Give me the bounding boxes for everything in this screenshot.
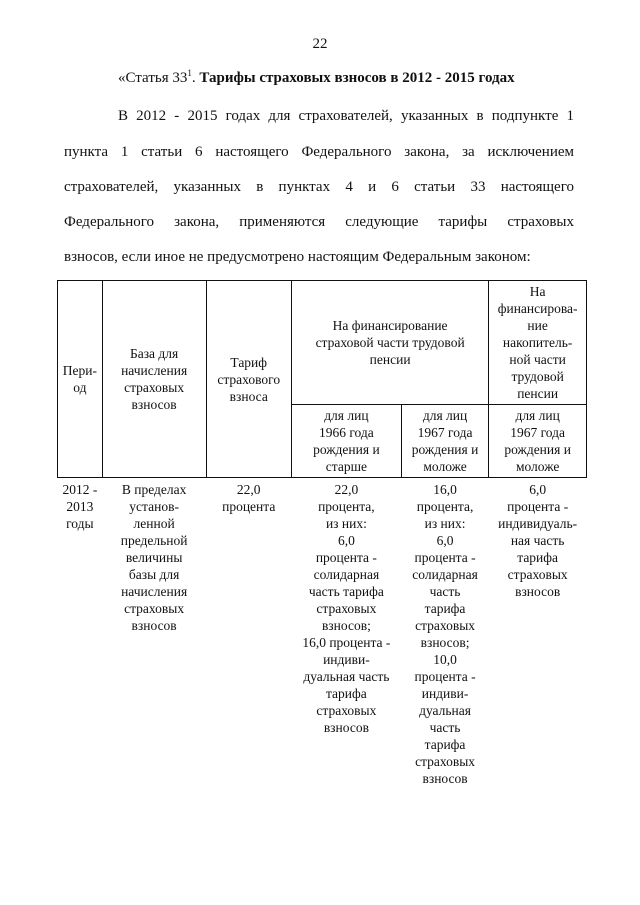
cell-older: 22,0 процента, из них: 6,0 процента - солидарная часть тарифа страховых взносов; 16,0 процента - индиви- дуальная часть тарифа страховых взносов	[302, 482, 391, 735]
header-base: База для начисления страховых взносов	[102, 281, 206, 478]
cell-younger: 16,0 процента, из них: 6,0 процента - солидарная часть тарифа страховых взносов; 10,0 процента - индиви- дуальная часть тарифа страховых взносов	[412, 482, 478, 786]
intro-line: Федерального закона, применяются следующие тарифы страховых	[64, 214, 574, 230]
table-row	[58, 478, 587, 790]
header-born-1967-younger: для лиц 1967 года рождения и моложе	[401, 405, 488, 478]
header-period: Пери- од	[58, 281, 103, 478]
cell-base: В пределах установ- ленной предельной величины базы для начисления страховых взносов	[120, 482, 188, 633]
article-title: Тарифы страховых взносов в 2012 - 2015 годах	[199, 70, 515, 86]
header-insurance-part: На финансирование страховой части трудовой пенсии	[291, 281, 488, 405]
intro-line: В 2012 - 2015 годах для страхователей, указанных в подпункте 1	[118, 108, 574, 124]
tariff-table	[57, 280, 587, 789]
header-born-1966-older: для лиц 1966 года рождения и старше	[291, 405, 401, 478]
intro-line: пункта 1 статьи 6 настоящего Федерального закона, за исключением	[64, 144, 574, 160]
intro-line: взносов, если иное не предусмотрено настоящим Федеральным законом:	[64, 249, 531, 265]
header-funded-born-1967-younger: для лиц 1967 года рождения и моложе	[489, 405, 587, 478]
header-funded-part: На финансирова- ние накопитель- ной части трудовой пенсии	[489, 281, 587, 405]
cell-period: 2012 - 2013 годы	[62, 482, 98, 531]
page-number: 22	[312, 36, 328, 52]
article-superscript: 1	[187, 68, 192, 78]
header-rate: Тариф страхового взноса	[206, 281, 291, 478]
article-heading	[118, 70, 515, 87]
cell-rate: 22,0 процента	[222, 482, 276, 514]
article-label-dot: .	[191, 70, 196, 86]
intro-line: страхователей, указанных в пунктах 4 и 6 статьи 33 настоящего	[64, 179, 574, 195]
cell-funded: 6,0 процента - индивидуаль- ная часть тарифа страховых взносов	[498, 482, 578, 599]
article-label: «Статья 33	[118, 70, 188, 86]
